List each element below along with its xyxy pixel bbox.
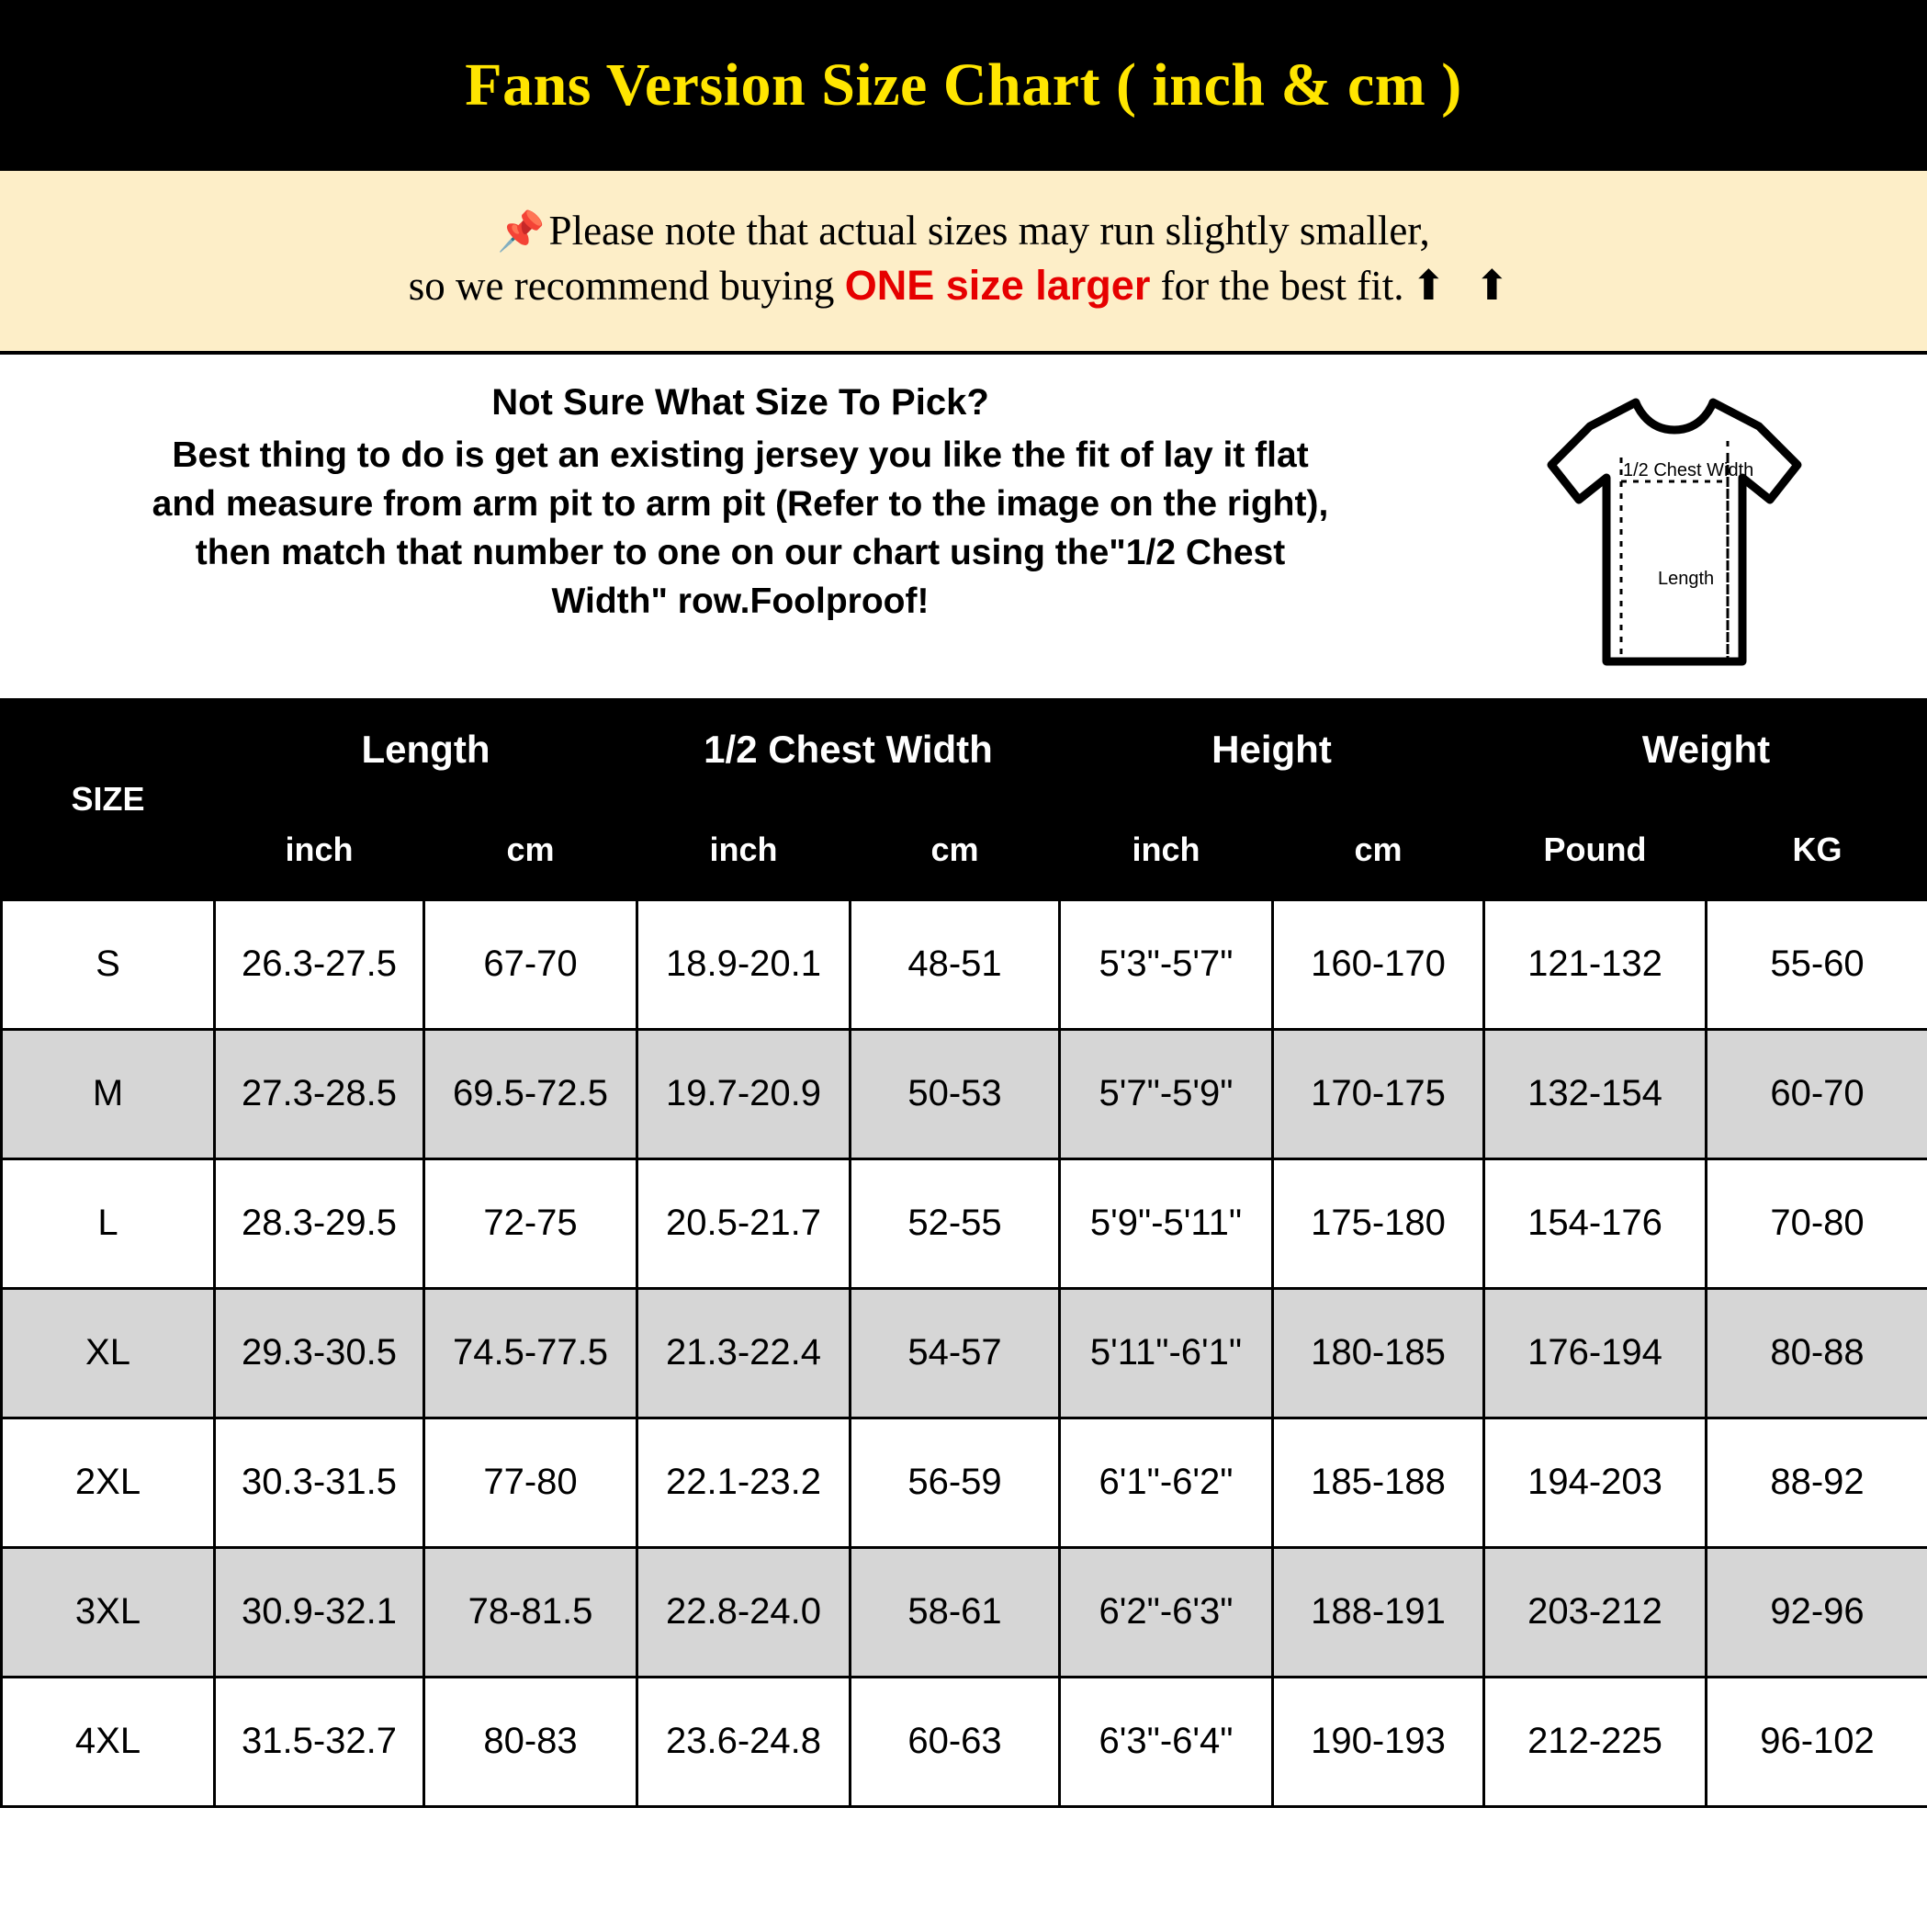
page-title: Fans Version Size Chart ( inch & cm ) — [465, 51, 1462, 119]
cell-height-cm: 160-170 — [1273, 899, 1484, 1029]
cell-length-cm: 80-83 — [424, 1677, 637, 1806]
cell-height-cm: 190-193 — [1273, 1677, 1484, 1806]
header-height-inch: inch — [1060, 799, 1273, 899]
cell-weight-kg: 55-60 — [1707, 899, 1927, 1029]
note-emphasis: ONE size larger — [844, 262, 1151, 310]
cell-height-inch: 5'7"-5'9" — [1060, 1029, 1273, 1158]
cell-height-cm: 185-188 — [1273, 1418, 1484, 1547]
cell-height-inch: 5'9"-5'11" — [1060, 1158, 1273, 1288]
help-body-line-1: Best thing to do is get an existing jersey you like the fit of lay it flat — [172, 435, 1309, 475]
cell-weight-pound: 203-212 — [1484, 1547, 1707, 1677]
size-note-banner — [0, 171, 1927, 355]
cell-height-inch: 6'2"-6'3" — [1060, 1547, 1273, 1677]
chart-title-bar — [0, 0, 1927, 171]
cell-size: 2XL — [2, 1418, 215, 1547]
cell-length-inch: 29.3-30.5 — [215, 1288, 424, 1418]
cell-chest-cm: 52-55 — [851, 1158, 1060, 1288]
note-line-1 — [0, 204, 1927, 258]
header-size: SIZE — [2, 699, 215, 899]
table-row — [2, 1418, 1927, 1547]
header-height-cm: cm — [1273, 799, 1484, 899]
cell-chest-inch: 23.6-24.8 — [637, 1677, 851, 1806]
table-group-header-row — [2, 699, 1927, 799]
cell-length-inch: 31.5-32.7 — [215, 1677, 424, 1806]
cell-chest-inch: 18.9-20.1 — [637, 899, 851, 1029]
table-row — [2, 899, 1927, 1029]
note-text-1: Please note that actual sizes may run slightly smaller, — [548, 208, 1430, 254]
cell-height-cm: 180-185 — [1273, 1288, 1484, 1418]
cell-weight-pound: 212-225 — [1484, 1677, 1707, 1806]
cell-height-cm: 188-191 — [1273, 1547, 1484, 1677]
cell-chest-cm: 60-63 — [851, 1677, 1060, 1806]
measurement-help-section — [0, 355, 1927, 698]
cell-height-inch: 5'3"-5'7" — [1060, 899, 1273, 1029]
cell-weight-kg: 80-88 — [1707, 1288, 1927, 1418]
note-text-2a: so we recommend buying — [408, 263, 845, 310]
cell-chest-cm: 58-61 — [851, 1547, 1060, 1677]
cell-length-inch: 30.3-31.5 — [215, 1418, 424, 1547]
cell-length-cm: 72-75 — [424, 1158, 637, 1288]
up-arrows-icon: ⬆ ⬆ — [1411, 263, 1519, 310]
table-row — [2, 1288, 1927, 1418]
cell-height-inch: 6'1"-6'2" — [1060, 1418, 1273, 1547]
cell-chest-inch: 20.5-21.7 — [637, 1158, 851, 1288]
help-headline: Not Sure What Size To Pick? — [491, 381, 989, 423]
cell-weight-kg: 60-70 — [1707, 1029, 1927, 1158]
cell-weight-pound: 194-203 — [1484, 1418, 1707, 1547]
cell-weight-pound: 132-154 — [1484, 1029, 1707, 1158]
cell-length-cm: 69.5-72.5 — [424, 1029, 637, 1158]
cell-chest-inch: 22.1-23.2 — [637, 1418, 851, 1547]
header-weight-kg: KG — [1707, 799, 1927, 899]
cell-length-inch: 26.3-27.5 — [215, 899, 424, 1029]
cell-chest-inch: 21.3-22.4 — [637, 1288, 851, 1418]
cell-weight-kg: 96-102 — [1707, 1677, 1927, 1806]
cell-weight-pound: 154-176 — [1484, 1158, 1707, 1288]
header-group-chest-width: 1/2 Chest Width — [637, 699, 1060, 799]
cell-chest-cm: 56-59 — [851, 1418, 1060, 1547]
header-weight-pound: Pound — [1484, 799, 1707, 899]
cell-chest-cm: 54-57 — [851, 1288, 1060, 1418]
help-body-line-2: and measure from arm pit to arm pit (Refer to the image on the right), — [152, 483, 1329, 524]
help-body-line-3: then match that number to one on our chart using the"1/2 Chest — [195, 532, 1286, 572]
cell-weight-pound: 176-194 — [1484, 1288, 1707, 1418]
cell-height-cm: 175-180 — [1273, 1158, 1484, 1288]
header-group-weight: Weight — [1484, 699, 1927, 799]
table-row — [2, 1158, 1927, 1288]
cell-weight-kg: 92-96 — [1707, 1547, 1927, 1677]
cell-size: 4XL — [2, 1677, 215, 1806]
cell-chest-inch: 19.7-20.9 — [637, 1029, 851, 1158]
cell-height-inch: 6'3"-6'4" — [1060, 1677, 1273, 1806]
header-chest-cm: cm — [851, 799, 1060, 899]
cell-length-cm: 78-81.5 — [424, 1547, 637, 1677]
cell-weight-pound: 121-132 — [1484, 899, 1707, 1029]
header-length-cm: cm — [424, 799, 637, 899]
cell-length-cm: 74.5-77.5 — [424, 1288, 637, 1418]
length-label: Length — [1658, 568, 1715, 589]
cell-size: L — [2, 1158, 215, 1288]
cell-size: S — [2, 899, 215, 1029]
size-table-head — [2, 699, 1927, 899]
cell-weight-kg: 88-92 — [1707, 1418, 1927, 1547]
tshirt-outline-icon — [1537, 386, 1812, 680]
header-group-length: Length — [215, 699, 637, 799]
cell-length-inch: 27.3-28.5 — [215, 1029, 424, 1158]
cell-height-cm: 170-175 — [1273, 1029, 1484, 1158]
cell-size: XL — [2, 1288, 215, 1418]
cell-size: M — [2, 1029, 215, 1158]
table-row — [2, 1547, 1927, 1677]
table-row — [2, 1677, 1927, 1806]
cell-size: 3XL — [2, 1547, 215, 1677]
pushpin-icon: 📌 — [497, 211, 546, 254]
help-text-block — [0, 378, 1477, 626]
size-table — [0, 698, 1927, 1808]
table-row — [2, 1029, 1927, 1158]
cell-length-cm: 77-80 — [424, 1418, 637, 1547]
header-length-inch: inch — [215, 799, 424, 899]
cell-length-inch: 30.9-32.1 — [215, 1547, 424, 1677]
cell-length-cm: 67-70 — [424, 899, 637, 1029]
cell-chest-inch: 22.8-24.0 — [637, 1547, 851, 1677]
table-unit-header-row — [2, 799, 1927, 899]
cell-height-inch: 5'11"-6'1" — [1060, 1288, 1273, 1418]
chest-width-label: 1/2 Chest Width — [1623, 459, 1754, 480]
note-text-2b: for the best fit. — [1150, 263, 1404, 310]
header-chest-inch: inch — [637, 799, 851, 899]
cell-chest-cm: 48-51 — [851, 899, 1060, 1029]
tshirt-diagram — [1477, 378, 1927, 680]
help-body-line-4: Width" row.Foolproof! — [551, 581, 930, 621]
cell-weight-kg: 70-80 — [1707, 1158, 1927, 1288]
header-group-height: Height — [1060, 699, 1484, 799]
note-line-2 — [0, 258, 1927, 313]
size-table-body — [2, 899, 1927, 1806]
cell-chest-cm: 50-53 — [851, 1029, 1060, 1158]
cell-length-inch: 28.3-29.5 — [215, 1158, 424, 1288]
